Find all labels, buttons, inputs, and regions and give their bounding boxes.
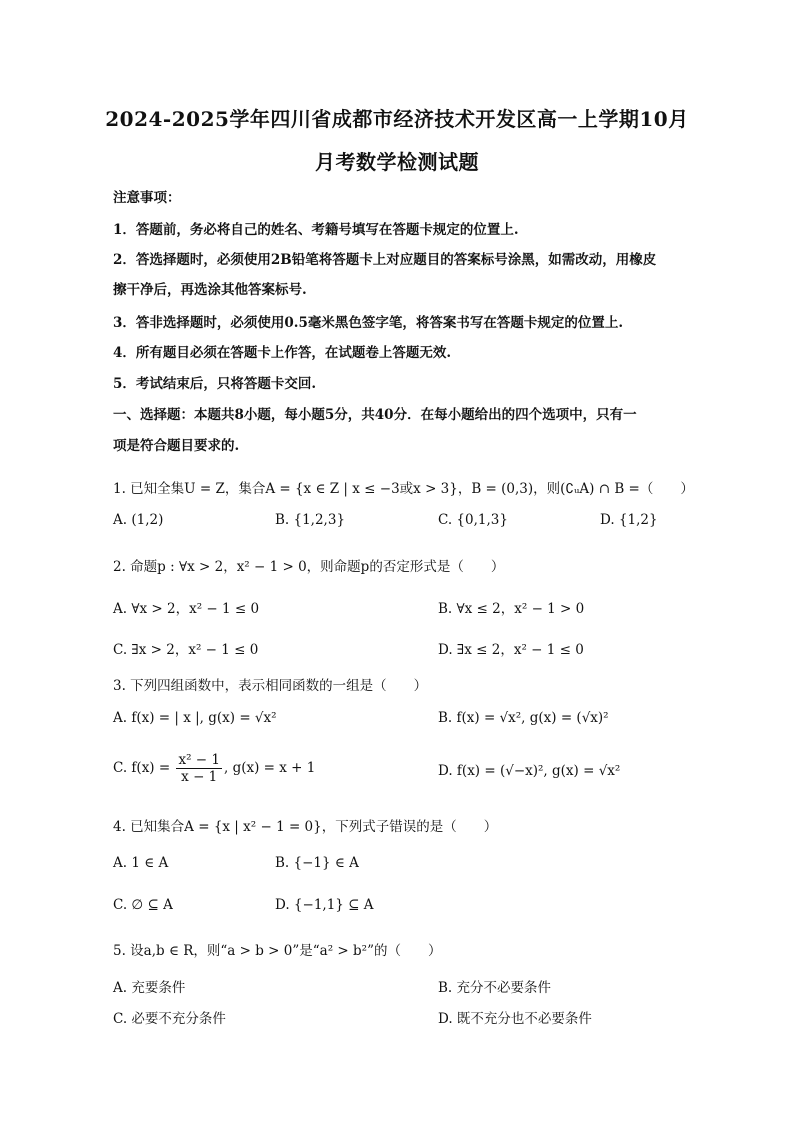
question-3-option-b: B. f(x) = √x², g(x) = (√x)² [438, 710, 609, 726]
question-1-stem: 1. 已知全集U = Z，集合A = {x ∈ Z | x ≤ −3或x > 3}，B = (0,3)，则(∁ᵤA) ∩ B =（ ） [113, 481, 694, 497]
question-4-option-c: C. ∅ ⊆ A [113, 897, 173, 913]
section-1-heading-cont: 项是符合题目要求的. [113, 438, 240, 454]
question-3-option-c [113, 752, 315, 785]
question-4-option-d: D. {−1,1} ⊆ A [275, 897, 374, 913]
question-2-stem: 2. 命题p : ∀x > 2，x² − 1 > 0，则命题p的否定形式是（ ） [113, 559, 505, 575]
question-3-option-c-fraction [176, 752, 222, 785]
question-3-option-c-label: C. f(x) = [113, 760, 175, 776]
question-3-option-d: D. f(x) = (√−x)², g(x) = √x² [438, 763, 621, 779]
question-2-option-d: D. ∃x ≤ 2，x² − 1 ≤ 0 [438, 642, 584, 658]
question-2-option-c: C. ∃x > 2，x² − 1 ≤ 0 [113, 642, 259, 658]
question-3-option-a: A. f(x) = | x |, g(x) = √x² [113, 710, 277, 726]
question-1-option-b: B. {1,2,3} [275, 512, 346, 528]
fraction-denominator: x − 1 [181, 769, 218, 785]
question-1-option-a: A. (1,2) [113, 512, 164, 528]
notice-heading: 注意事项： [113, 190, 181, 206]
notice-item-2-cont: 擦干净后，再选涂其他答案标号. [113, 282, 307, 298]
question-5-option-b: B. 充分不必要条件 [438, 980, 552, 996]
question-2-option-a: A. ∀x > 2，x² − 1 ≤ 0 [113, 601, 260, 617]
question-4-option-a: A. 1 ∈ A [113, 855, 169, 871]
question-3-option-c-tail: , g(x) = x + 1 [223, 760, 316, 776]
question-4-option-b: B. {−1} ∈ A [275, 855, 359, 871]
question-3-stem: 3. 下列四组函数中，表示相同函数的一组是（ ） [113, 678, 428, 694]
question-5-option-d: D. 既不充分也不必要条件 [438, 1011, 592, 1027]
question-5-option-a: A. 充要条件 [113, 980, 186, 996]
question-5-option-c: C. 必要不充分条件 [113, 1011, 226, 1027]
question-2-option-b: B. ∀x ≤ 2，x² − 1 > 0 [438, 601, 585, 617]
notice-item-5: 5．考试结束后，只将答题卡交回. [113, 376, 317, 392]
notice-item-3: 3．答非选择题时，必须使用0.5毫米黑色签字笔，将答案书写在答题卡规定的位置上. [113, 315, 624, 331]
section-1-heading: 一、选择题：本题共8小题，每小题5分，共40分．在每小题给出的四个选项中，只有一 [113, 407, 637, 423]
notice-item-4: 4．所有题目必须在答题卡上作答，在试题卷上答题无效. [113, 345, 452, 361]
exam-title-line2: 月考数学检测试题 [315, 150, 479, 174]
question-4-stem: 4. 已知集合A = {x | x² − 1 = 0}，下列式子错误的是（ ） [113, 819, 498, 835]
question-1-option-d: D. {1,2} [600, 512, 658, 528]
exam-title-line1: 2024-2025学年四川省成都市经济技术开发区高一上学期10月 [105, 107, 689, 131]
notice-item-1: 1．答题前，务必将自己的姓名、考籍号填写在答题卡规定的位置上. [113, 222, 519, 238]
fraction-numerator: x² − 1 [178, 752, 220, 768]
notice-item-2: 2．答选择题时，必须使用2B铅笔将答题卡上对应题目的答案标号涂黑，如需改动，用橡皮 [113, 252, 657, 268]
question-1-option-c: C. {0,1,3} [438, 512, 508, 528]
question-5-stem: 5. 设a,b ∈ R，则“a > b > 0”是“a² > b²”的（ ） [113, 943, 442, 959]
